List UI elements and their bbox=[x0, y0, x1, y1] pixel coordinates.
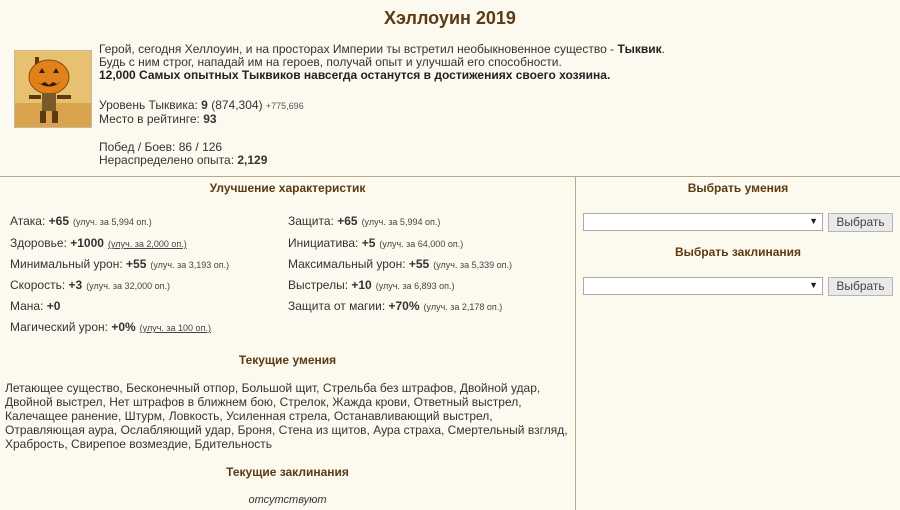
level-exp: (874,304) bbox=[207, 98, 263, 112]
spells-none: отсутствуют bbox=[248, 494, 327, 506]
wins-label: Побед / Боев: 86 / 126 bbox=[99, 140, 223, 154]
column-divider bbox=[575, 176, 576, 510]
intro-line1: Герой, сегодня Хеллоуин, и на просторах Империи ты встретил необыкновенное существо - bbox=[99, 42, 618, 56]
level-value: 9 bbox=[201, 98, 208, 112]
stat-health: Здоровье: +1000 (улуч. за 2,000 оп.) bbox=[10, 236, 187, 250]
stat-speed-note: (улуч. за 32,000 оп.) bbox=[86, 281, 170, 291]
stat-mana: Мана: +0 bbox=[10, 299, 61, 313]
choose-spells-heading: Выбрать заклинания bbox=[674, 245, 802, 259]
rank-label: Место в рейтинге: bbox=[99, 112, 204, 126]
stat-magic-damage-upgrade-link[interactable]: (улуч. за 100 оп.) bbox=[139, 323, 211, 333]
abilities-heading: Текущие умения bbox=[238, 353, 337, 367]
creature-name: Тыквик bbox=[617, 42, 662, 56]
stat-max-damage: Максимальный урон: +55 (улуч. за 5,339 оп.) bbox=[288, 257, 513, 271]
intro-text bbox=[99, 43, 889, 82]
stat-magic-defense: Защита от магии: +70% (улуч. за 2,178 оп.) bbox=[288, 299, 503, 313]
divider bbox=[0, 176, 900, 177]
stat-min-damage-note: (улуч. за 3,193 оп.) bbox=[150, 260, 230, 270]
intro-line1-end: . bbox=[661, 42, 665, 56]
stat-defense-note: (улуч. за 5,994 оп.) bbox=[361, 217, 441, 227]
level-gain: +775,696 bbox=[265, 101, 304, 111]
stat-min-damage: Минимальный урон: +55 (улуч. за 3,193 оп.) bbox=[10, 257, 230, 271]
intro-line3: 12,000 Самых опытных Тыквиков навсегда останутся в достижениях своего хозяина. bbox=[99, 68, 611, 82]
stat-initiative: Инициатива: +5 (улуч. за 64,000 оп.) bbox=[288, 236, 464, 250]
spells-select[interactable] bbox=[583, 277, 823, 295]
page-title: Хэллоуин 2019 bbox=[384, 8, 516, 28]
stat-attack-note: (улуч. за 5,994 оп.) bbox=[73, 217, 152, 227]
intro-line2: Будь с ним строг, нападай им на героев, получай опыт и улучшай его способности. bbox=[99, 55, 562, 69]
spells-heading: Текущие заклинания bbox=[226, 465, 349, 479]
exp-value: 2,129 bbox=[237, 153, 268, 167]
stat-health-upgrade-link[interactable]: (улуч. за 2,000 оп.) bbox=[107, 239, 187, 249]
pumpkin-icon bbox=[15, 51, 91, 127]
battle-block bbox=[99, 141, 267, 167]
stat-magic-damage: Магический урон: +0% (улуч. за 100 оп.) bbox=[10, 320, 211, 334]
abilities-list: Летающее существо, Бесконечный отпор, Большой щит, Стрельба без штрафов, Двойной удар, Двойной выстрел, Нет штрафов в ближнем бою, Стрелок, Жажда крови, Ответный выстрел, Калечащее ранение, Штурм, Ловкость, Усиленная стрела, Останавливающий выстрел, Отравляющая аура, Ослабляющий удар, Броня, Стена из щитов, Аура страха, Смертельный взгляд, Храбрость, Свирепое возмездие, Бдительность bbox=[5, 381, 568, 451]
pumpkin-avatar bbox=[14, 50, 92, 128]
level-label: Уровень Тыквика: bbox=[99, 98, 202, 112]
stat-shots-note: (улуч. за 6,893 оп.) bbox=[375, 281, 455, 291]
stat-max-damage-note: (улуч. за 5,339 оп.) bbox=[433, 260, 513, 270]
chevron-down-icon: ▼ bbox=[809, 280, 818, 290]
stat-initiative-note: (улуч. за 64,000 оп.) bbox=[379, 239, 464, 249]
level-block bbox=[99, 99, 304, 126]
stat-speed: Скорость: +3 (улуч. за 32,000 оп.) bbox=[10, 278, 170, 292]
rank-value: 93 bbox=[203, 112, 217, 126]
choose-skills-heading: Выбрать умения bbox=[687, 181, 789, 195]
stat-magic-defense-note: (улуч. за 2,178 оп.) bbox=[423, 302, 503, 312]
stat-shots: Выстрелы: +10 (улуч. за 6,893 оп.) bbox=[288, 278, 455, 292]
stat-attack: Атака: +65 (улуч. за 5,994 оп.) bbox=[10, 214, 152, 228]
choose-skill-button[interactable]: Выбрать bbox=[828, 213, 893, 232]
chevron-down-icon: ▼ bbox=[809, 216, 818, 226]
exp-label: Нераспределено опыта: bbox=[99, 153, 238, 167]
stat-defense: Защита: +65 (улуч. за 5,994 оп.) bbox=[288, 214, 441, 228]
choose-spell-button[interactable]: Выбрать bbox=[828, 277, 893, 296]
skills-select[interactable] bbox=[583, 213, 823, 231]
improve-heading: Улучшение характеристик bbox=[209, 181, 366, 195]
